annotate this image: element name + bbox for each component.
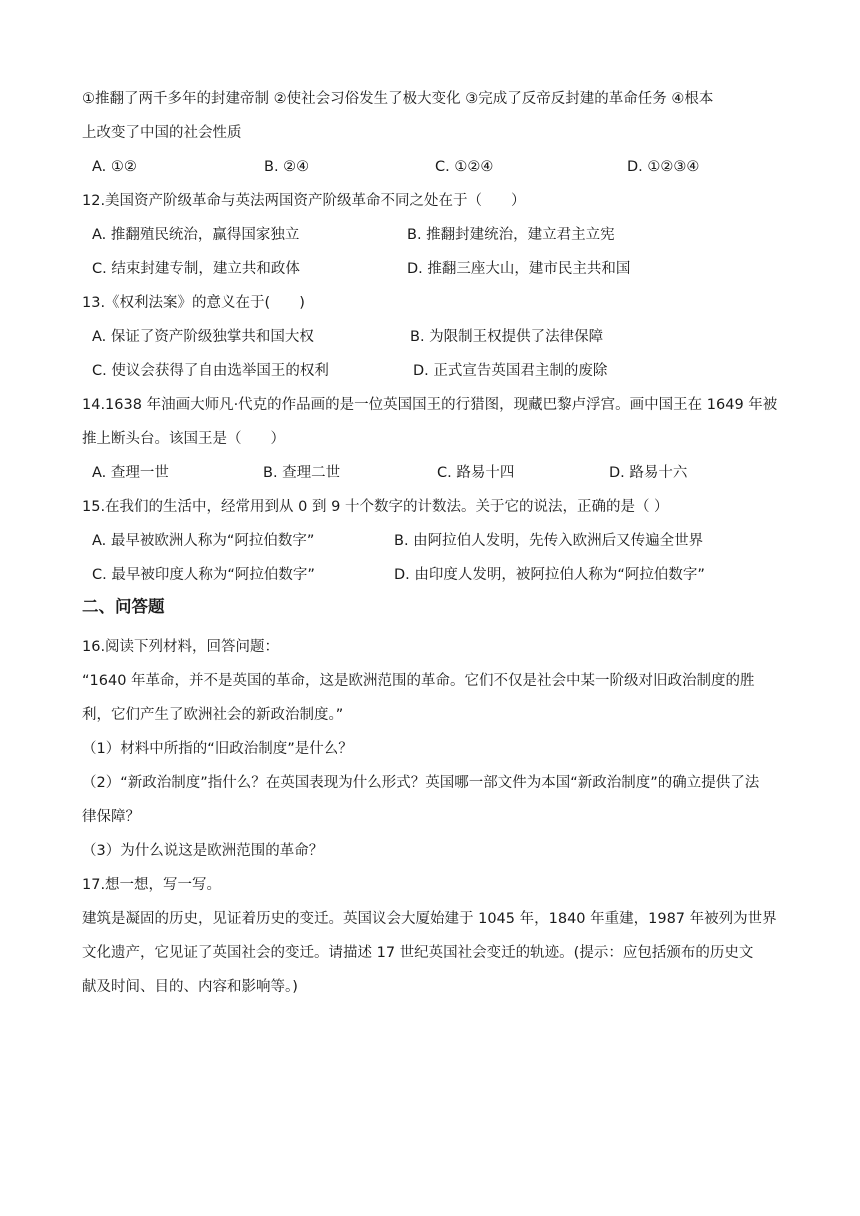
q16-material-line1: “1640 年革命，并不是英国的革命，这是欧洲范围的革命。它们不仅是社会中某一阶级对旧政治制度的胜: [82, 673, 755, 689]
q15-option-d: D. 由印度人发明，被阿拉伯人称为“阿拉伯数字”: [394, 567, 705, 583]
q15-option-a: A. 最早被欧洲人称为“阿拉伯数字”: [92, 533, 315, 549]
q17-stem: 17.想一想，写一写。: [82, 877, 222, 893]
q16-subquestion-2-line1: （2）“新政治制度”指什么？在英国表现为什么形式？英国哪一部文件为本国“新政治制度”的确立提供了法: [82, 775, 760, 791]
q14-option-c: C. 路易十四: [437, 465, 515, 481]
q12-option-b: B. 推翻封建统治，建立君主立宪: [407, 227, 615, 243]
q11-option-a: A. ①②: [92, 159, 137, 175]
q12-option-c: C. 结束封建专制，建立共和政体: [92, 261, 300, 277]
q14-stem-line1: 14.1638 年油画大师凡·代克的作品画的是一位英国国王的行猎图，现藏巴黎卢浮宫。画中国王在 1649 年被: [82, 397, 778, 413]
q11-option-d: D. ①②③④: [627, 159, 700, 175]
q16-stem: 16.阅读下列材料，回答问题：: [82, 639, 280, 655]
section-heading: 二、问答题: [82, 597, 165, 616]
q14-option-a: A. 查理一世: [92, 465, 169, 481]
q12-option-a: A. 推翻殖民统治，赢得国家独立: [92, 227, 300, 243]
q12-stem: 12.美国资产阶级革命与英法两国资产阶级革命不同之处在于（ ）: [82, 193, 526, 209]
q17-body-line1: 建筑是凝固的历史，见证着历史的变迁。英国议会大厦始建于 1045 年，1840 年重建，1987 年被列为世界: [82, 911, 777, 927]
q13-option-d: D. 正式宣告英国君主制的废除: [413, 363, 608, 379]
q11-option-c: C. ①②④: [435, 159, 494, 175]
q11-stem-line2: 上改变了中国的社会性质: [82, 125, 242, 141]
q13-stem: 13.《权利法案》的意义在于( ): [82, 295, 305, 311]
q15-option-b: B. 由阿拉伯人发明，先传入欧洲后又传遍全世界: [394, 533, 704, 549]
q11-option-b: B. ②④: [264, 159, 310, 175]
q16-material-line2: 利，它们产生了欧洲社会的新政治制度。”: [82, 707, 344, 723]
q13-option-b: B. 为限制王权提供了法律保障: [410, 329, 604, 345]
q14-stem-line2: 推上断头台。该国王是（ ）: [82, 431, 285, 447]
q15-stem: 15.在我们的生活中，经常用到从 0 到 9 十个数字的计数法。关于它的说法，正确的是（ ）: [82, 499, 669, 515]
q17-body-line3: 献及时间、目的、内容和影响等。): [82, 979, 298, 995]
q15-option-c: C. 最早被印度人称为“阿拉伯数字”: [92, 567, 315, 583]
q12-option-d: D. 推翻三座大山，建市民主共和国: [407, 261, 631, 277]
q17-body-line2: 文化遗产，它见证了英国社会的变迁。请描述 17 世纪英国社会变迁的轨迹。(提示：应包括颁布的历史文: [82, 945, 754, 961]
q16-subquestion-1: （1）材料中所指的“旧政治制度”是什么？: [82, 741, 353, 757]
q11-stem-line1: ①推翻了两千多年的封建帝制 ②使社会习俗发生了极大变化 ③完成了反帝反封建的革命任务 ④根本: [82, 91, 714, 107]
q14-option-d: D. 路易十六: [609, 465, 688, 481]
q13-option-c: C. 使议会获得了自由选举国王的权利: [92, 363, 329, 379]
q16-subquestion-3: （3）为什么说这是欧洲范围的革命？: [82, 843, 324, 859]
q16-subquestion-2-line2: 律保障？: [82, 809, 140, 825]
q13-option-a: A. 保证了资产阶级独掌共和国大权: [92, 329, 314, 345]
q14-option-b: B. 查理二世: [263, 465, 341, 481]
